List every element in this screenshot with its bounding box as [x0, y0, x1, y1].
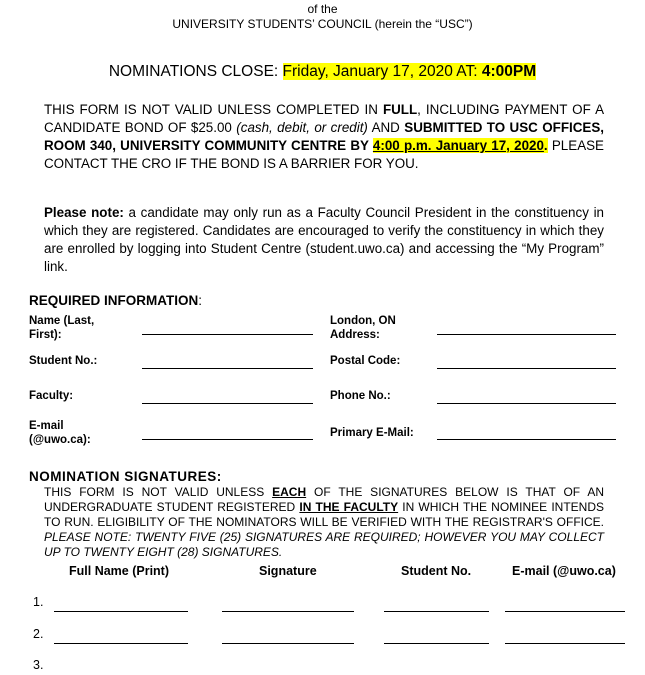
header-of-the: of the	[307, 2, 338, 16]
student-no-label: Student No.:	[29, 355, 98, 367]
email-field[interactable]	[142, 439, 313, 440]
signatures-title: NOMINATION SIGNATURES:	[29, 469, 222, 484]
faculty-field[interactable]	[142, 403, 313, 404]
faculty-label: Faculty:	[29, 390, 74, 402]
phone-field[interactable]	[437, 403, 616, 404]
signatures-paragraph: THIS FORM IS NOT VALID UNLESS EACH OF THE SIGNATURES BELOW IS THAT OF AN UNDERGRADUATE STUDENT REGISTERED IN THE FACULTY IN WHICH THE NOMINEE INTENDS TO RUN. ELIGIBILITY OF THE NOMINATORS WILL BE VERIFIED WITH THE REGISTRAR'S OFFICE. PLEASE NOTE: TWENTY FIVE (25) SIGNATURES ARE REQUIRED; HOWEVER YOU MAY COLLECT UP TO TWENTY EIGHT (28) SIGNATURES.	[44, 485, 604, 559]
address-field[interactable]	[437, 334, 616, 335]
row-number: 3.	[33, 658, 44, 672]
validity-paragraph: THIS FORM IS NOT VALID UNLESS COMPLETED IN FULL, INCLUDING PAYMENT OF A CANDIDATE BOND OF $25.00 (cash, debit, or credit) AND SUBMITTED TO USC OFFICES, ROOM 340, UNIVERSITY COMMUNITY CENTRE BY 4:00 p.m. January 17, 2020. PLEASE CONTACT THE CRO IF THE BOND IS A BARRIER FOR YOU.	[44, 102, 605, 171]
row2-signature-field[interactable]	[222, 643, 354, 644]
close-date: Friday, January 17, 2020 AT: 4:00PM	[282, 63, 537, 80]
col-email: E-mail (@uwo.ca)	[512, 564, 616, 578]
address-label: London, ON Address:	[330, 315, 396, 341]
row1-signature-field[interactable]	[222, 611, 354, 612]
row-number: 2.	[33, 627, 44, 641]
postal-field[interactable]	[437, 368, 616, 369]
row1-name-field[interactable]	[54, 611, 188, 612]
row2-student-no-field[interactable]	[384, 643, 489, 644]
primary-email-label: Primary E-Mail:	[330, 427, 414, 439]
header-council: UNIVERSITY STUDENTS’ COUNCIL (herein the “USC”)	[172, 17, 473, 31]
deadline-highlight: 4:00 p.m. January 17, 2020	[372, 138, 544, 153]
col-student-no: Student No.	[401, 564, 472, 578]
required-title: REQUIRED INFORMATION:	[29, 293, 203, 308]
nominations-close	[0, 63, 645, 81]
postal-label: Postal Code:	[330, 355, 401, 367]
row2-email-field[interactable]	[505, 643, 625, 644]
col-signature: Signature	[259, 564, 317, 578]
phone-label: Phone No.:	[330, 390, 391, 402]
note-paragraph: Please note: a candidate may only run as a Faculty Council President in the constituency in which they are registered. Candidates are encouraged to verify the constituency in which they are enrolled by logging into Student Centre (student.uwo.ca) and accessing the “My Program” link.	[44, 205, 604, 274]
student-no-field[interactable]	[142, 368, 313, 369]
name-label: Name (Last, First):	[29, 315, 95, 341]
name-field[interactable]	[142, 334, 313, 335]
row1-email-field[interactable]	[505, 611, 625, 612]
close-label: NOMINATIONS CLOSE:	[108, 63, 279, 80]
row-number: 1.	[33, 595, 44, 609]
primary-email-field[interactable]	[437, 439, 616, 440]
email-label: E-mail (@uwo.ca):	[29, 420, 91, 446]
col-full-name: Full Name (Print)	[69, 564, 170, 578]
row2-name-field[interactable]	[54, 643, 188, 644]
row1-student-no-field[interactable]	[384, 611, 489, 612]
